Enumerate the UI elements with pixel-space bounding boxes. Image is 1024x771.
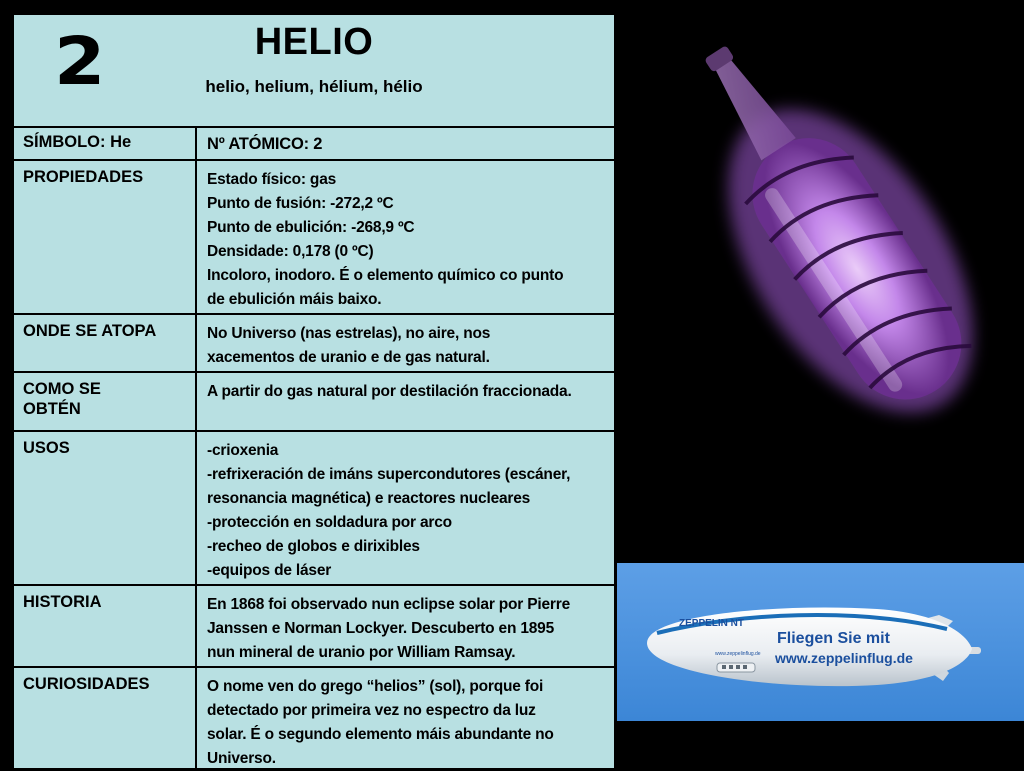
zeppelin-small-url: www.zeppelinflug.de bbox=[715, 651, 761, 657]
column-divider bbox=[195, 432, 197, 584]
value-line: -protección en soldadura por arco bbox=[207, 514, 452, 531]
value-line: Punto de ebulición: -268,9 ºC bbox=[207, 219, 415, 236]
value-line: nun mineral de uranio por William Ramsay. bbox=[207, 644, 516, 661]
zeppelin-slogan: Fliegen Sie mit bbox=[777, 630, 890, 647]
row-label: ONDE SE ATOPA bbox=[23, 322, 157, 340]
column-divider bbox=[195, 668, 197, 770]
value-line: resonancia magnética) e reactores nucleares bbox=[207, 490, 531, 507]
value-line: -equipos de láser bbox=[207, 562, 332, 579]
helium-discharge-tube-image bbox=[612, 10, 1024, 430]
row-value bbox=[207, 168, 607, 312]
atomic-number: 2 bbox=[54, 23, 106, 100]
value-line: Densidade: 0,178 (0 ºC) bbox=[207, 243, 374, 260]
element-name: HELIO bbox=[254, 21, 374, 63]
value-line: xacementos de uranio e de gas natural. bbox=[207, 349, 490, 366]
value-line: Universo. bbox=[207, 750, 276, 767]
value-line: Estado físico: gas bbox=[207, 171, 337, 188]
value-line: Incoloro, inodoro. É o elemento químico co punto bbox=[207, 267, 564, 284]
value-line: -refrixeración de imáns supercondutores (escáner, bbox=[207, 466, 571, 483]
value-line: Janssen e Norman Lockyer. Descuberto en 1895 bbox=[207, 620, 555, 637]
row-value bbox=[207, 380, 607, 404]
zeppelin-url: www.zeppelinflug.de bbox=[775, 650, 913, 666]
value-line: Punto de fusión: -272,2 ºC bbox=[207, 195, 394, 212]
row-where-found bbox=[14, 315, 614, 373]
value-line: -recheo de globos e dirixibles bbox=[207, 538, 420, 555]
column-divider bbox=[195, 586, 197, 666]
card-header bbox=[14, 15, 614, 128]
row-properties bbox=[14, 161, 614, 315]
column-divider bbox=[195, 315, 197, 371]
row-label: PROPIEDADES bbox=[23, 168, 144, 186]
column-divider bbox=[195, 126, 197, 159]
row-label: COMO SE OBTÉN bbox=[23, 380, 101, 418]
value-line: O nome ven do grego “helios” (sol), porque foi bbox=[207, 678, 544, 695]
row-label: SÍMBOLO: He bbox=[23, 133, 132, 151]
zeppelin-airship-image bbox=[617, 563, 1024, 721]
value-line: solar. É o segundo elemento máis abundante no bbox=[207, 726, 554, 743]
row-label: HISTORIA bbox=[23, 593, 102, 611]
value-line: No Universo (nas estrelas), no aire, nos bbox=[207, 325, 491, 342]
row-curiosities bbox=[14, 668, 614, 770]
row-value bbox=[207, 675, 607, 771]
value-line: En 1868 foi observado nun eclipse solar por Pierre bbox=[207, 596, 570, 613]
element-names-translations: helio, helium, hélium, hélio bbox=[205, 77, 423, 96]
row-value bbox=[207, 132, 607, 156]
row-label: CURIOSIDADES bbox=[23, 675, 150, 693]
column-divider bbox=[195, 161, 197, 313]
zeppelin-badge: ZEPPELIN NT bbox=[679, 618, 745, 629]
row-uses bbox=[14, 432, 614, 586]
element-card bbox=[12, 13, 616, 768]
row-value bbox=[207, 322, 607, 370]
row-history bbox=[14, 586, 614, 668]
column-divider bbox=[195, 373, 197, 430]
row-how-obtained bbox=[14, 373, 614, 432]
value-line: de ebulición máis baixo. bbox=[207, 291, 382, 308]
row-symbol bbox=[14, 126, 614, 161]
row-value bbox=[207, 593, 607, 665]
value-line: A partir do gas natural por destilación fraccionada. bbox=[207, 383, 572, 400]
row-label: USOS bbox=[23, 439, 70, 457]
value-line: -crioxenia bbox=[207, 442, 279, 459]
value-line: detectado por primeira vez no espectro da luz bbox=[207, 702, 536, 719]
row-value bbox=[207, 439, 607, 583]
value-line: Nº ATÓMICO: 2 bbox=[207, 135, 323, 153]
